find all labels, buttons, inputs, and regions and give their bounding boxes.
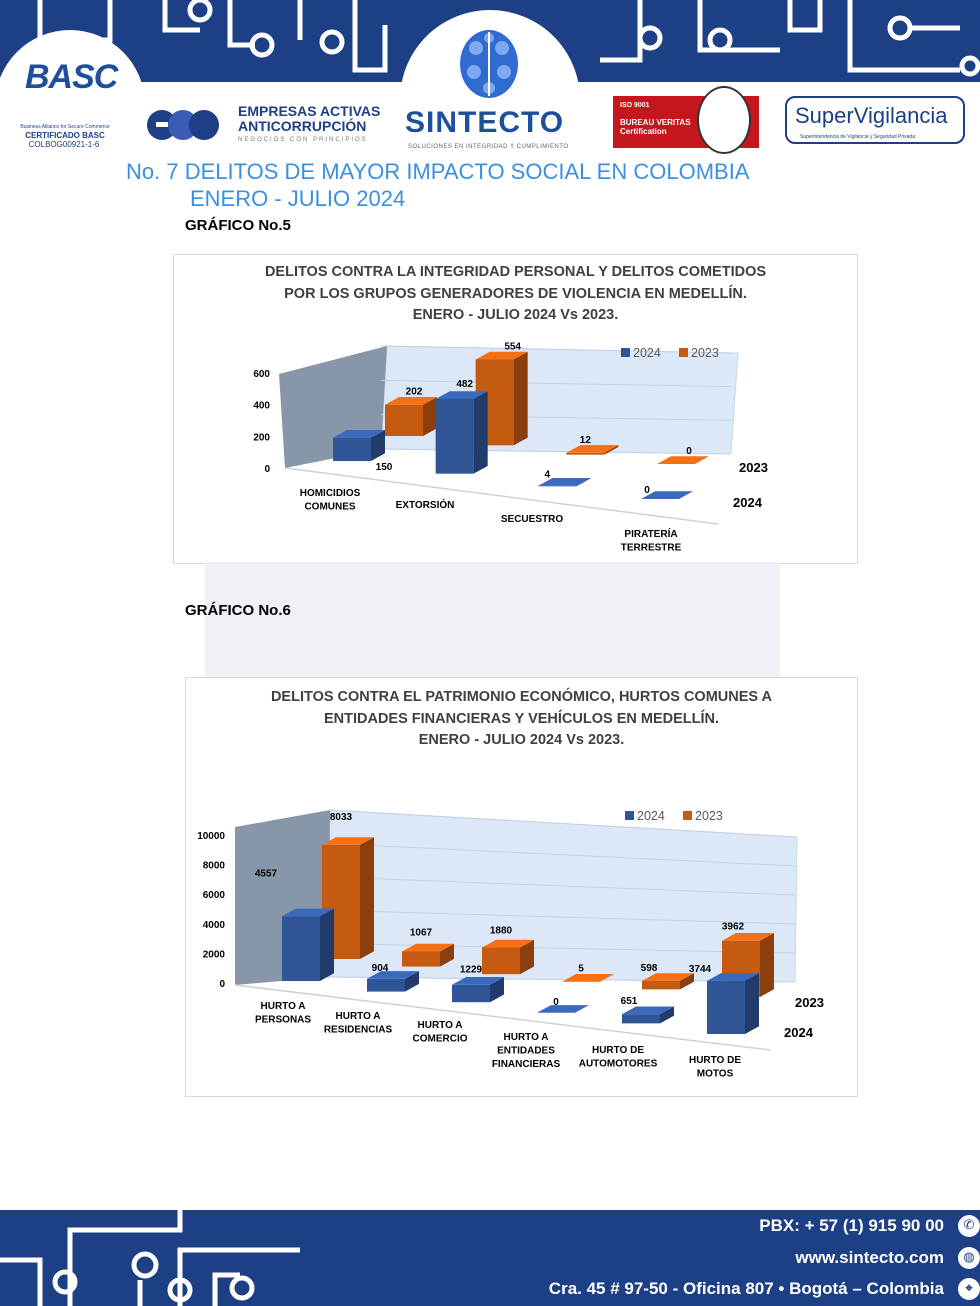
chart5-category-label: COMUNES [304,501,356,513]
chart5-svg [173,254,856,562]
chart5-legend-label-2024: 2024 [633,346,661,360]
chart6-category-label: MOTOS [696,1068,734,1080]
chart6-category-label: ENTIDADES [497,1045,555,1057]
chart6-title-line2: ENTIDADES FINANCIERAS Y VEHÍCULOS EN MEDELLÍN. [323,710,720,727]
chart6-label-2024-0: 4557 [254,868,278,880]
location-pin-icon: ⌖ [958,1278,980,1300]
chart5-title-line2: POR LOS GRUPOS GENERADORES DE VIOLENCIA EN MEDELLÍN. [284,285,747,302]
chart6-ytick: 2000 [202,949,225,961]
chart6-bar-2024-2 [452,985,490,1002]
grafico5-label: GRÁFICO No.5 [185,217,291,234]
eca-name [238,104,380,134]
chart6-category-label: PERSONAS [254,1014,312,1026]
chart5-bar-side-2023-1 [514,352,528,446]
chart6-bar-2023-4 [642,981,680,989]
chart6-category-label: COMERCIO [412,1033,468,1045]
basc-certified: CERTIFICADO BASC [25,131,105,140]
chart6-category-label: HURTO A [417,1020,463,1031]
eca-tagline: NEGOCIOS CON PRINCIPIOS [238,137,368,143]
chart5-legend-swatch-2024 [621,348,630,357]
chart6-bar-side-2023-5 [760,933,774,997]
footer-web[interactable]: www.sintecto.com [795,1248,944,1267]
chart6-legend-swatch-2024 [625,811,634,820]
chart6-label-2023-3: 5 [578,963,584,975]
chart6-bar-side-2024-5 [745,973,759,1034]
footer-phone: PBX: + 57 (1) 915 90 00 [759,1216,944,1235]
chart6-category-label: HURTO A [503,1032,549,1043]
chart6-category-label: HURTO A [335,1011,381,1022]
chart5-category-label: TERRESTRE [620,542,682,554]
chart6-bar-2024-1 [367,979,405,992]
phone-icon: ✆ [958,1215,980,1237]
eca-logo-icon [146,106,220,144]
supervigilancia-tagline: Superintendencia de Vigilancia y Seguridad Privada [800,134,915,140]
chart5-label-2023-3: 0 [686,446,692,457]
chart5-category-label: HOMICIDIOS [299,488,361,499]
chart6-category-label: RESIDENCIAS [323,1024,393,1036]
bureau-veritas-name [620,118,691,136]
chart5-bar-2024-2 [538,486,576,487]
eca-line1: EMPRESAS ACTIVAS [238,103,381,119]
chart5-series-axis-2023: 2023 [739,460,768,475]
sintecto-brain-icon [458,28,520,100]
chart6-label-2023-4: 598 [640,962,658,974]
chart5-bar-side-2024-1 [474,391,488,473]
chart6-label-2024-3: 0 [553,996,559,1008]
chart5-label-2023-1: 554 [504,341,522,353]
chart5-label-2024-2: 4 [544,469,551,481]
supervigilancia-name: SuperVigilancia [795,103,948,128]
chart6-label-2024-1: 904 [371,962,389,974]
sintecto-logo: SINTECTO [405,106,565,139]
chart6-bar-side-2023-0 [360,837,374,959]
chart5-title-line1: DELITOS CONTRA LA INTEGRIDAD PERSONAL Y DELITOS COMETIDOS [264,264,767,280]
basc-logo-backdrop [0,30,145,180]
bureau-veritas-name2: Certification [620,127,667,136]
bureau-veritas-seal-icon [697,86,751,154]
chart6-ytick: 4000 [202,919,225,931]
footer-circuit-decoration [0,1210,300,1306]
chart5-label-2024-1: 482 [456,378,474,390]
chart5-label-2023-2: 12 [579,434,591,446]
chart5-title-line3: ENERO - JULIO 2024 Vs 2023. [412,307,619,323]
chart5-label-2024-3: 0 [644,485,650,496]
chart6-bar-top-2024-3 [537,1005,589,1013]
basc-logo: BASC [25,58,118,96]
chart6-svg [185,677,856,1095]
chart6-label-2024-5: 3744 [688,963,712,975]
chart6-label-2023-5: 3962 [721,921,745,933]
chart5-legend-swatch-2023 [679,348,688,357]
chart6-bar-2024-0 [282,916,320,981]
chart5-bar-2023-0 [385,405,423,436]
chart5-bar-2024-1 [436,399,474,474]
eca-line2: ANTICORRUPCIÓN [238,118,367,134]
chart6-category-label: HURTO A [260,1001,306,1012]
chart6-ytick: 6000 [202,890,225,902]
chart6-title-line1: DELITOS CONTRA EL PATRIMONIO ECONÓMICO, HURTOS COMUNES A [270,689,773,705]
globe-icon: ◍ [958,1247,980,1269]
basc-tagline: Business Alliance for Secure Commerce [20,124,110,130]
chart5-ytick: 200 [253,432,270,444]
chart5-bar-2024-0 [333,438,371,461]
chart5-ytick: 600 [253,369,270,380]
chart6-title-line3: ENERO - JULIO 2024 Vs 2023. [418,732,625,748]
chart5-category-label: PIRATERÍA [624,529,678,540]
chart6-bar-2024-5 [707,981,745,1034]
chart6-category-label: HURTO DE [591,1045,645,1056]
chart6-bar-2023-2 [482,948,520,975]
chart5-bar-2023-2 [566,453,604,455]
page-title: No. 7 DELITOS DE MAYOR IMPACTO SOCIAL EN COLOMBIA [126,159,750,184]
chart6-series-axis-2024: 2024 [784,1025,813,1040]
chart6-category-label: FINANCIERAS [491,1059,561,1070]
chart6-label-2024-2: 1229 [459,964,483,976]
chart6-ytick: 8000 [202,860,225,872]
chart6-label-2023-1: 1067 [409,927,433,939]
chart5-category-label: SECUESTRO [500,514,564,525]
chart6-bar-2024-4 [622,1014,660,1023]
chart6-category-label: HURTO DE [688,1055,742,1066]
page-subtitle: ENERO - JULIO 2024 [190,186,406,211]
watermark-puzzle [205,562,780,678]
footer-address: Cra. 45 # 97-50 - Oficina 807 • Bogotá – Colombia [548,1279,944,1298]
basc-code: COLBOG00921-1-6 [28,140,100,149]
chart5-legend-label-2023: 2023 [691,346,719,360]
chart6-category-label: AUTOMOTORES [578,1058,658,1070]
sintecto-tagline: SOLUCIONES EN INTEGRIDAD Y CUMPLIMIENTO [408,144,569,150]
chart5-label-2024-0: 150 [375,461,393,473]
chart6-bar-2023-1 [402,951,440,966]
chart5-label-2023-0: 202 [405,386,423,398]
chart6-ytick: 10000 [197,831,225,842]
chart5-ytick: 400 [253,400,270,412]
bureau-veritas-name1: BUREAU VERITAS [620,118,691,127]
chart6-label-2024-4: 651 [620,996,638,1008]
chart5-bar-top-2023-3 [657,456,709,464]
chart6-legend-label-2024: 2024 [637,809,665,823]
chart6-label-2023-2: 1880 [489,925,513,937]
grafico6-label: GRÁFICO No.6 [185,602,291,619]
chart5-series-axis-2024: 2024 [733,495,762,510]
chart6-bar-side-2024-0 [320,909,334,981]
chart5-category-label: EXTORSIÓN [395,500,455,511]
chart6-legend-label-2023: 2023 [695,809,723,823]
chart6-ytick: 0 [219,979,225,990]
bureau-veritas-iso: ISO 9001 [620,102,650,109]
chart6-legend-swatch-2023 [683,811,692,820]
chart5-ytick: 0 [264,464,270,475]
chart6-series-axis-2023: 2023 [795,995,824,1010]
chart6-label-2023-0: 8033 [329,811,353,823]
